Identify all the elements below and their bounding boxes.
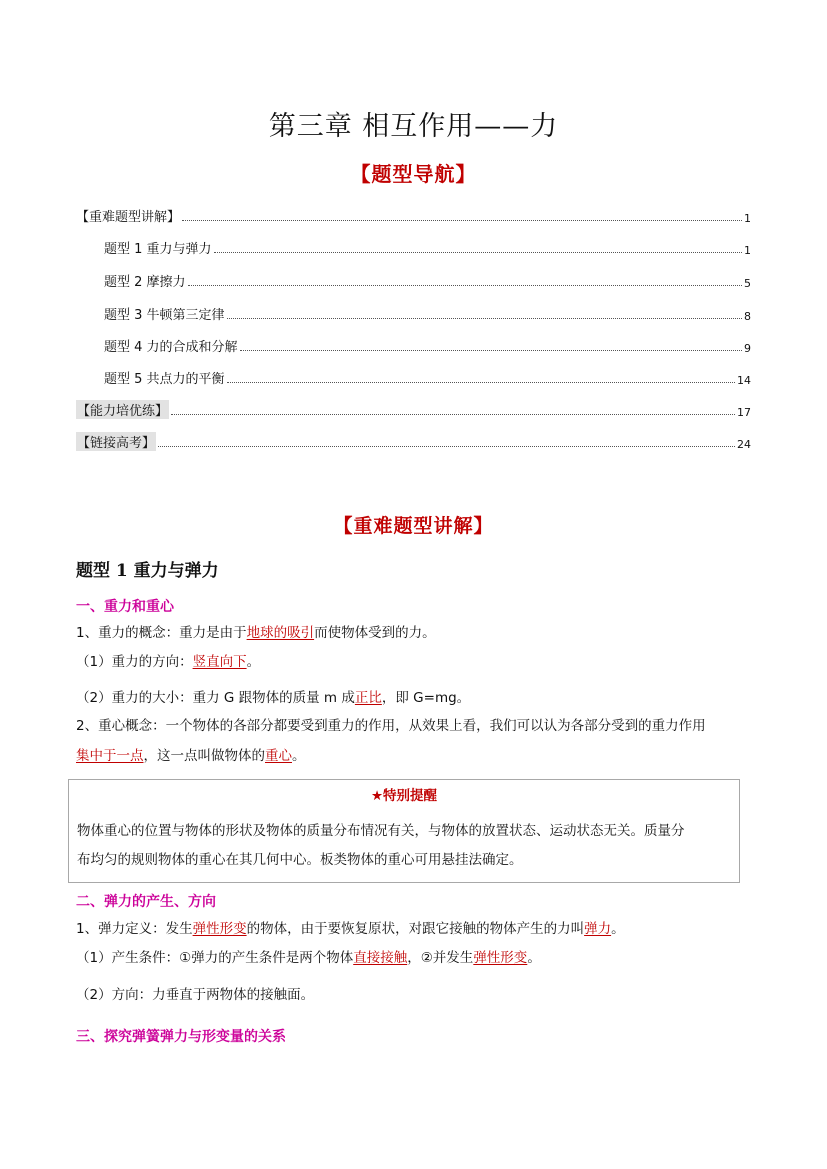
toc-item-label: 题型 3 牛顿第三定律 (104, 308, 225, 323)
toc-item[interactable] (76, 432, 751, 451)
toc-item-page: 1 (744, 244, 751, 257)
tip-text: 物体重心的位置与物体的形状及物体的质量分布情况有关，与物体的放置状态、运动状态无关。质量分 (77, 823, 685, 839)
paragraph-line (76, 621, 436, 641)
toc-item-label: 题型 1 重力与弹力 (104, 242, 212, 257)
paragraph-line (76, 744, 306, 764)
text: （1）重力的方向： (76, 654, 193, 670)
toc-leader-dots (240, 349, 742, 351)
toc-leader-dots (227, 317, 742, 319)
toc-item-label: 题型 4 力的合成和分解 (104, 340, 238, 355)
tip-text: 布均匀的规则物体的重心在其几何中心。板类物体的重心可用悬挂法确定。 (77, 852, 523, 868)
toc-item-label: 【能力培优练】 (76, 400, 169, 419)
key-term: 竖直向下 (192, 654, 247, 670)
text: ，②并发生 (407, 950, 474, 966)
subsection-heading: 一、重力和重心 (76, 599, 174, 615)
toc-item-page: 5 (744, 277, 751, 290)
toc-item[interactable] (104, 304, 751, 323)
toc-leader-dots (188, 284, 742, 286)
key-term: 地球的吸引 (246, 625, 315, 641)
topic-title: 题型 1 重力与弹力 (76, 561, 219, 581)
toc-item-label: 题型 5 共点力的平衡 (104, 372, 225, 387)
text: （2）重力的大小：重力 G 跟物体的质量 m 成 (76, 690, 355, 706)
toc-leader-dots (214, 251, 742, 253)
key-term: 集中于一点 (76, 748, 144, 764)
paragraph-line (76, 917, 625, 937)
key-term: 直接接触 (353, 950, 408, 966)
toc-heading: 【题型导航】 (350, 162, 477, 186)
subsection-heading: 三、探究弹簧弹力与形变量的关系 (76, 1029, 286, 1045)
toc-item-label: 【链接高考】 (76, 432, 156, 451)
paragraph-line (76, 946, 541, 966)
toc-item-label: 【重难题型讲解】 (76, 210, 181, 225)
text: 的物体，由于要恢复原状，对跟它接触的物体产生的力叫 (246, 921, 585, 937)
text: 而使物体受到的力。 (314, 625, 436, 641)
toc-item-page: 9 (744, 342, 751, 355)
subsection-heading: 二、弹力的产生、方向 (76, 894, 216, 910)
key-term: 重心 (265, 748, 292, 764)
key-term: 弹性形变 (192, 921, 247, 937)
toc-item[interactable] (104, 336, 751, 355)
paragraph-line (76, 686, 470, 706)
toc-leader-dots (182, 219, 742, 221)
text: ，这一点叫做物体的 (143, 748, 265, 764)
toc-item-label: 题型 2 摩擦力 (104, 275, 186, 290)
document-title: 第三章 相互作用——力 (268, 111, 559, 142)
toc-leader-dots (171, 413, 735, 415)
toc-item[interactable] (104, 271, 751, 290)
key-term: 正比 (354, 690, 382, 706)
toc-item-page: 1 (744, 212, 751, 225)
paragraph-line (76, 714, 706, 734)
text: 1、重力的概念：重力是由于 (76, 625, 247, 641)
tip-title: ★特别提醒 (370, 788, 438, 804)
toc-item[interactable] (104, 238, 751, 257)
toc-leader-dots (227, 381, 735, 383)
text: ，即 G=mg。 (381, 690, 471, 706)
paragraph-line (76, 983, 314, 1003)
key-term: 弹性形变 (473, 950, 528, 966)
toc-leader-dots (158, 445, 735, 447)
text: （2）方向：力垂直于两物体的接触面。 (76, 987, 315, 1003)
text: 1、弹力定义：发生 (76, 921, 193, 937)
paragraph-line (76, 650, 260, 670)
toc-item-page: 14 (737, 374, 751, 387)
section-heading: 【重难题型讲解】 (333, 515, 494, 537)
toc-item[interactable] (76, 206, 751, 225)
tip-box (68, 779, 740, 883)
text: 。 (527, 950, 541, 966)
key-term: 弹力 (584, 921, 612, 937)
text: 2、重心概念：一个物体的各部分都要受到重力的作用，从效果上看，我们可以认为各部分受到的重力作用 (76, 718, 706, 734)
toc-item-page: 17 (737, 406, 751, 419)
text: 。 (611, 921, 625, 937)
text: 。 (292, 748, 306, 764)
toc-item-page: 8 (744, 310, 751, 323)
toc-item[interactable] (104, 368, 751, 387)
toc-item[interactable] (76, 400, 751, 419)
toc-item-page: 24 (737, 438, 751, 451)
text: 。 (246, 654, 261, 670)
text: （1）产生条件：①弹力的产生条件是两个物体 (76, 950, 354, 966)
